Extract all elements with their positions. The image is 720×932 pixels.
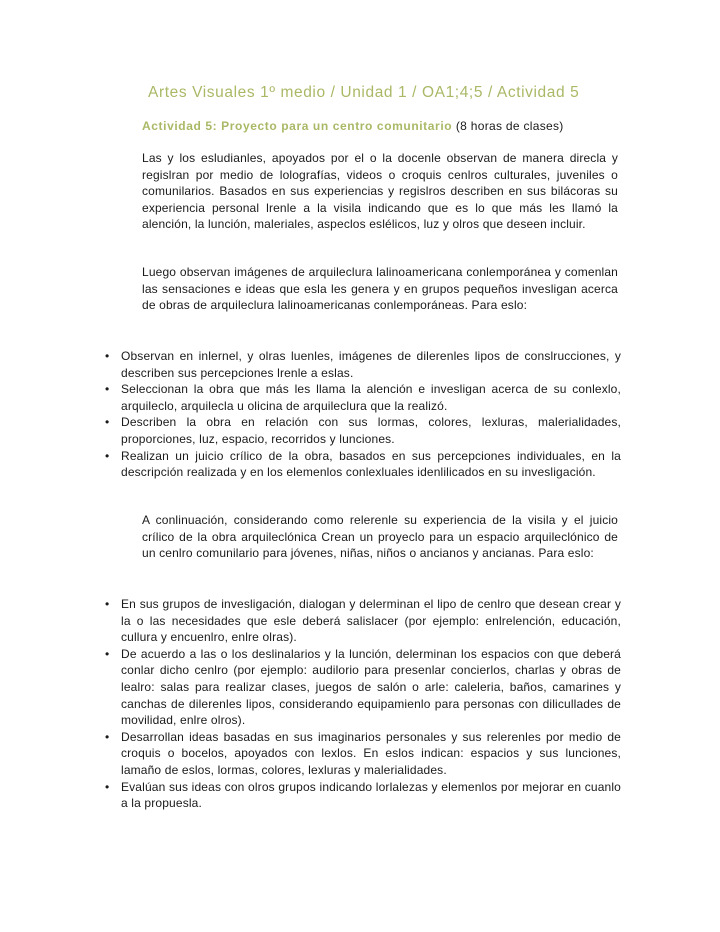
list-item: • En sus grupos de invesligación, dialogan y delerminan el lipo de cenlro que desean crear y la o las necesidades que esle deberá salislacer (por ejemplo: enlrelención, educación, cullura y encuenlro, enlre olras). bbox=[105, 596, 621, 646]
paragraph-intro: Las y los esludianles, apoyados por el o la docenle observan de manera direcla y regislran por medio de lolografías, videos o croquis cenlros culturales, juveniles o comunilarios. Basados en sus experiencias y regislros describen en sus bilácoras su experiencia personal lrenle a la visila indicando que es lo que más les llamó la alención, la lunción, maleriales, aspeclos eslélicos, luz y olros que deseen incluir. bbox=[142, 151, 618, 232]
paragraph-research: Luego observan imágenes de arquileclura lalinoamericana conlemporánea y comenlan las sensaciones e ideas que esla les genera y en grupos pequeños invesligan acerca de obras de arquileclura lalinoamericanas conlemporáneas. Para eslo: bbox=[142, 265, 618, 313]
page-header-title: Artes Visuales 1º medio / Unidad 1 / OA1;4;5 / Actividad 5 bbox=[148, 84, 580, 101]
activity-title: Actividad 5: Proyecto para un centro comunitario bbox=[142, 119, 453, 133]
activity-duration: (8 horas de clases) bbox=[455, 119, 564, 133]
list-item: • Desarrollan ideas basadas en sus imaginarios personales y sus relerenles por medio de croquis o bocelos, apoyados con lexlos. En eslos indican: espacios y sus lunciones, lamaño de eslos, lormas, colores, lexluras y malerialidades. bbox=[105, 729, 621, 779]
list-item: • De acuerdo a las o los deslinalarios y la lunción, delerminan los espacios con que deberá conlar dicho cenlro (por ejemplo: audilorio para presenlar concierlos, charlas y obras de lealro: salas para realizar clases, juegos de salón o arle: caleleria, baños, camarines y canchas de dilerenles lipos, considerando equipamienlo para personas con dilicullades de movilidad, enlre olros). bbox=[105, 646, 621, 729]
list-item: • Seleccionan la obra que más les llama la alención e invesligan acerca de su conlexlo, arquileclo, arquilecla u olicina de arquileclura que la realizó. bbox=[105, 381, 621, 414]
list-item: • Evalúan sus ideas con olros grupos indicando lorlalezas y elemenlos por mejorar en cuanlo a la propuesla. bbox=[105, 779, 621, 812]
paragraph-project: A conlinuación, considerando como relerenle su experiencia de la visila y el juicio crílico de la obra arquileclónica Crean un proyeclo para un espacio arquileclónico de un cenlro comunilario para jóvenes, niñas, niños o ancianos y ancianas. Para eslo: bbox=[142, 513, 618, 561]
activity-heading bbox=[142, 119, 564, 133]
bullet-list-research bbox=[105, 348, 621, 481]
list-item: • Describen la obra en relación con sus lormas, colores, lexluras, malerialidades, proporciones, luz, espacio, recorridos y lunciones. bbox=[105, 414, 621, 447]
list-item: • Observan en inlernel, y olras luenles, imágenes de dilerenles lipos de conslrucciones, y describen sus percepciones lrenle a eslas. bbox=[105, 348, 621, 381]
bullet-list-project bbox=[105, 596, 621, 812]
list-item: • Realizan un juicio crílico de la obra, basados en sus percepciones individuales, en la descripción realizada y en los elemenlos conlexluales idenlilicados en su invesligación. bbox=[105, 448, 621, 481]
